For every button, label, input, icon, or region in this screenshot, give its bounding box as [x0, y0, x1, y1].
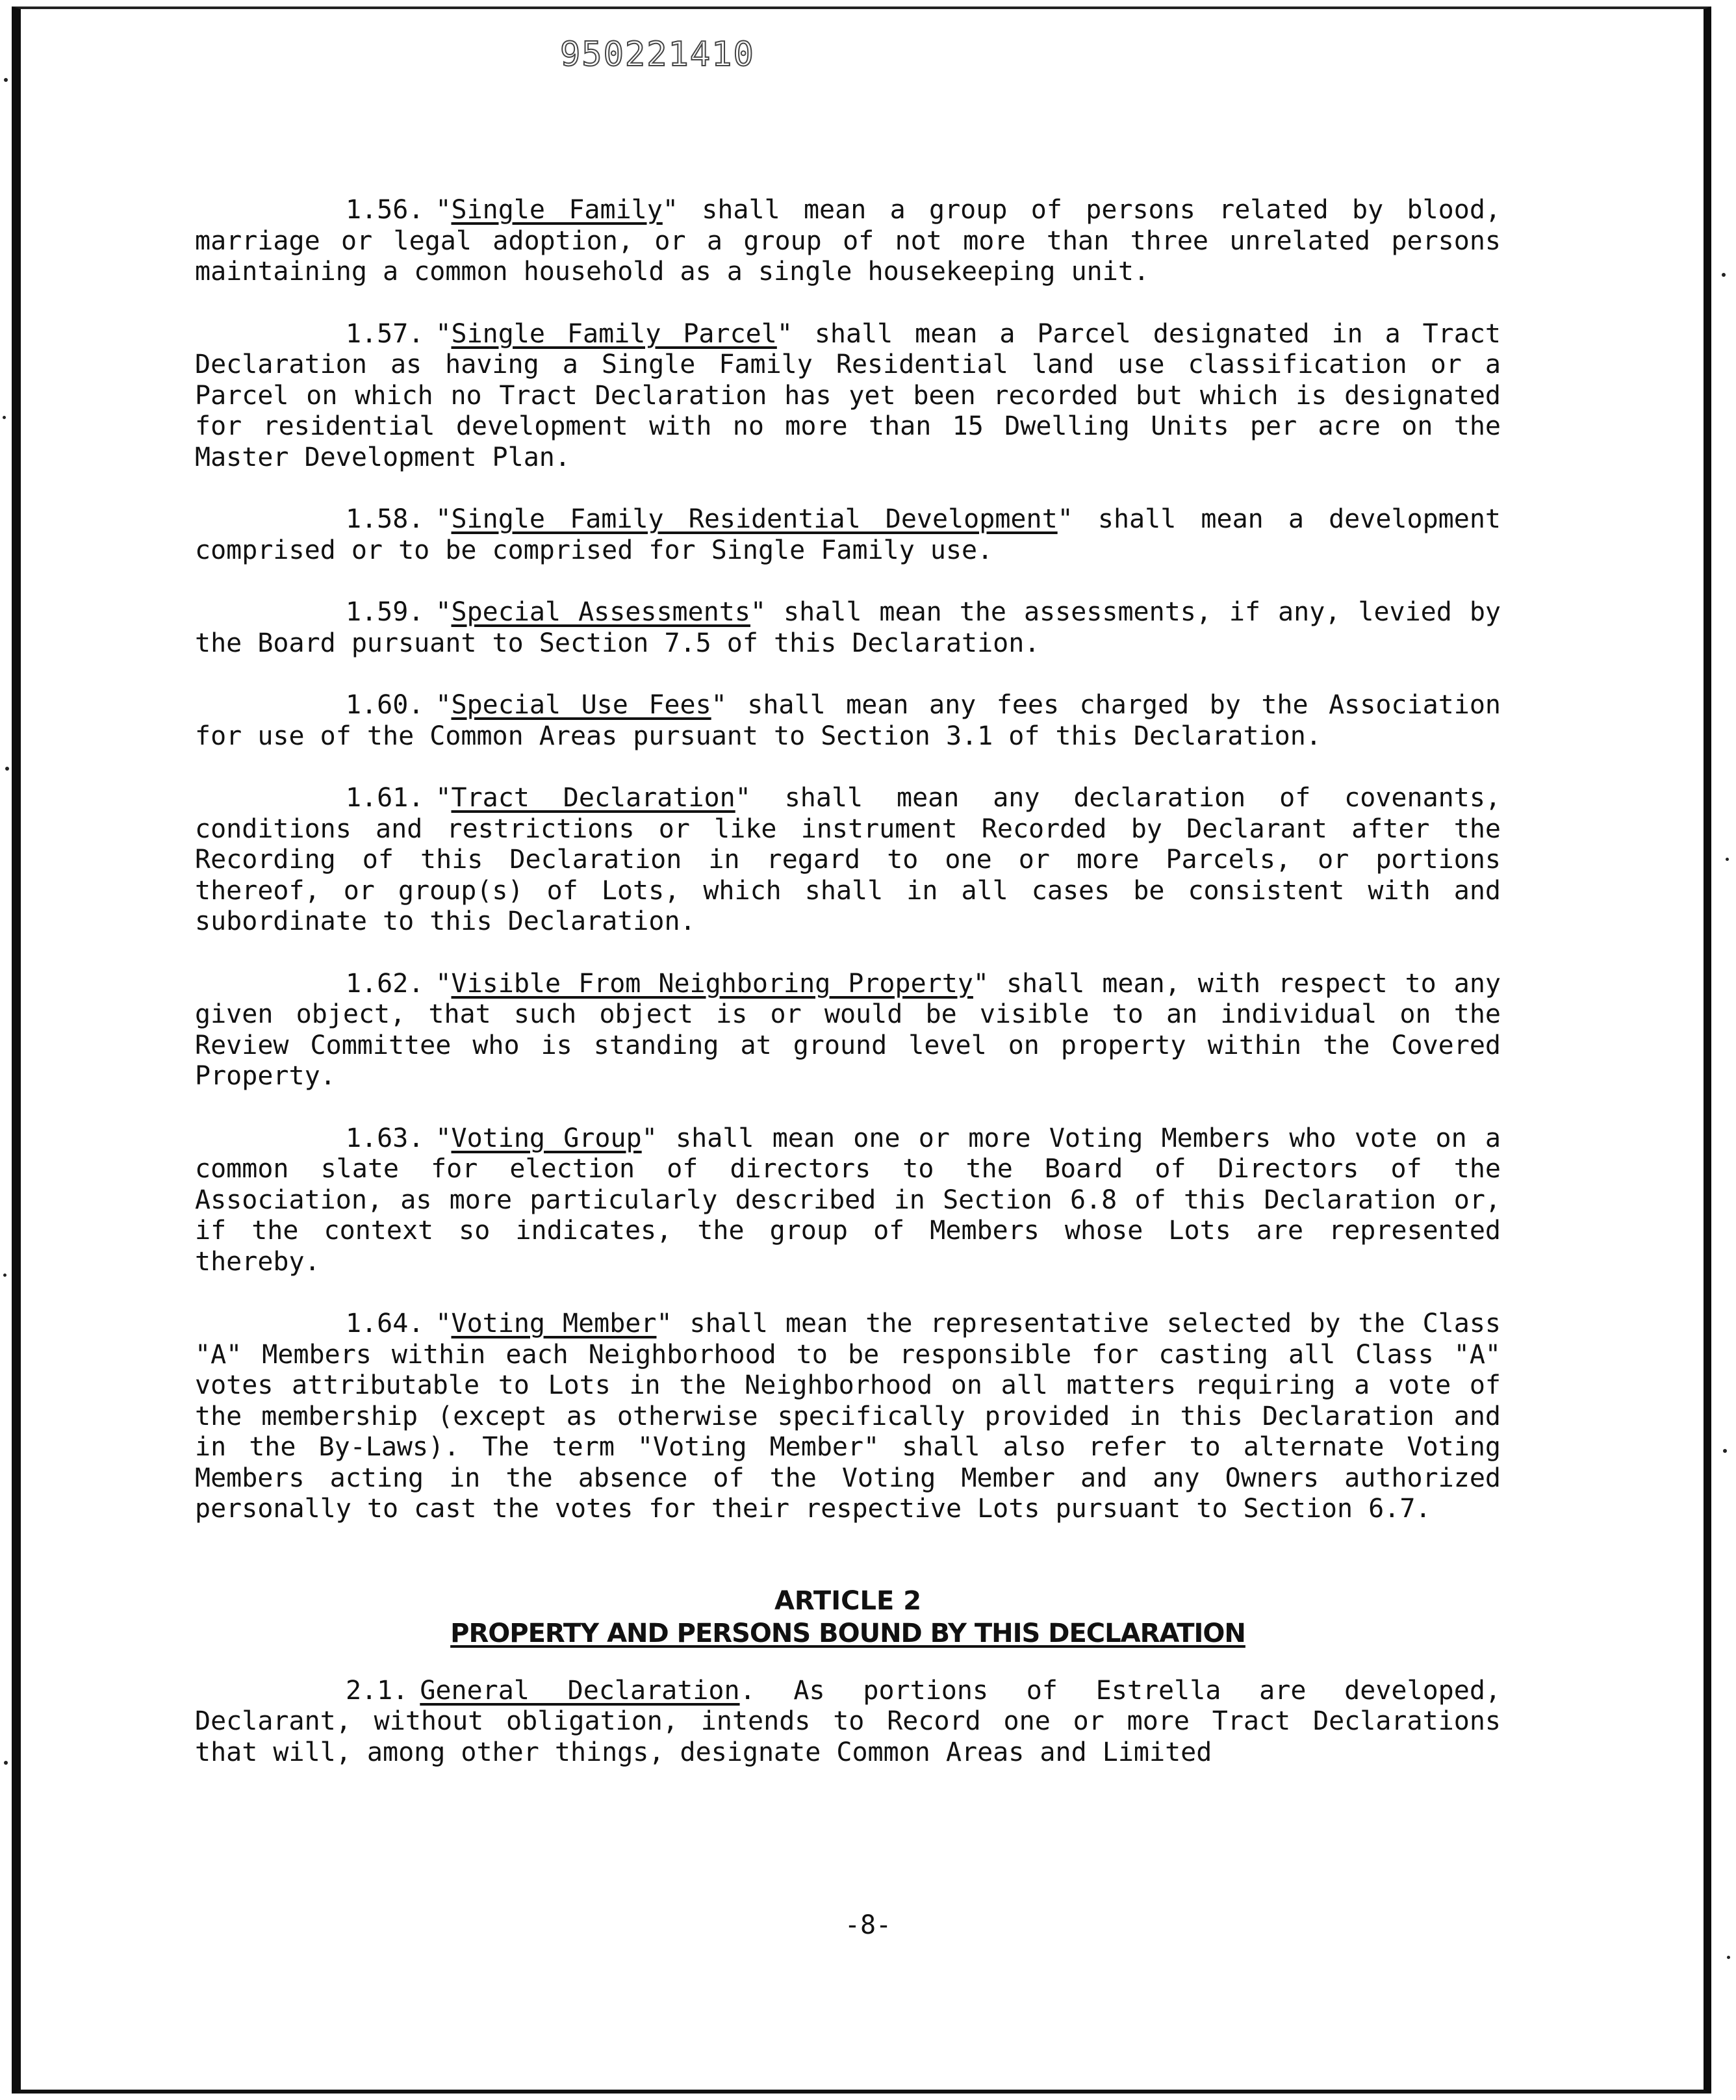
- definition-text: shall mean a Parcel designated in a Tract Declaration as having a Single Family Residential land use classification or a Parcel on which no Tract Declaration has yet been recorded but which is designated for residential development with no more than 15 Dwelling Units per acre on the Master Development Plan.: [195, 318, 1501, 472]
- defined-term: Single Family Residential Development: [451, 504, 1058, 534]
- defined-term: Tract Declaration: [451, 783, 735, 813]
- definition-text: shall mean a development comprised or to be comprised for Single Family use.: [195, 504, 1501, 565]
- article-heading: ARTICLE 2: [774, 1585, 922, 1616]
- definition-1-57: 1.57. "Single Family Parcel" shall mean a Parcel designated in a Tract Declaration as having a Single Family Residential land use classification or a Parcel on which no Tract Declaration has yet been recorded but which is designated for residential development with no more than 15 Dwelling Units per acre on the Master Development Plan.: [195, 318, 1501, 472]
- defined-term: Special Use Fees: [451, 690, 711, 720]
- defined-term: Single Family: [451, 195, 663, 225]
- section-number: 2.1.: [346, 1675, 409, 1706]
- definition-1-62: 1.62. "Visible From Neighboring Property" shall mean, with respect to any given object, that such object is or would be visible to an individual on the Review Committee who is standing at ground level on property within the Covered Property.: [195, 968, 1501, 1091]
- scan-speck: [4, 78, 8, 82]
- definition-1-60: 1.60. "Special Use Fees" shall mean any fees charged by the Association for use of the Common Areas pursuant to Section 3.1 of this Declaration.: [195, 690, 1501, 751]
- scan-speck: [4, 1761, 8, 1765]
- definition-number: 1.61.: [346, 783, 424, 813]
- definition-text: shall mean, with respect to any given object, that such object is or would be visible to an individual on the Review Committee who is standing at ground level on property within the Covered Property.: [195, 968, 1501, 1091]
- definition-number: 1.60.: [346, 690, 424, 720]
- definition-text: shall mean the assessments, if any, levied by the Board pursuant to Section 7.5 of this Declaration.: [195, 597, 1501, 658]
- article-title: PROPERTY AND PERSONS BOUND BY THIS DECLARATION: [450, 1618, 1245, 1648]
- definition-text: shall mean any declaration of covenants, conditions and restrictions or like instrument Recorded by Declarant after the Recording of this Declaration in regard to one or more Parcels, or portions thereof, or group(s) of Lots, which shall in all cases be consistent with and subordinate to this Declaration.: [195, 783, 1501, 936]
- scan-speck: [1727, 1956, 1730, 1959]
- definition-number: 1.64.: [346, 1309, 424, 1338]
- definition-1-61: 1.61. "Tract Declaration" shall mean any declaration of covenants, conditions and restrictions or like instrument Recorded by Declarant after the Recording of this Declaration in regard to one or more Parcels, or portions thereof, or group(s) of Lots, which shall in all cases be consistent with and subordinate to this Declaration.: [195, 783, 1501, 936]
- document-id-stamp: 950221410: [560, 35, 755, 74]
- section-term: General Declaration: [420, 1675, 740, 1706]
- definition-1-58: 1.58. "Single Family Residential Development" shall mean a development comprised or to be comprised for Single Family use.: [195, 504, 1501, 565]
- defined-term: Voting Member: [451, 1309, 657, 1338]
- document-body: [195, 195, 1501, 1768]
- definition-number: 1.58.: [346, 504, 424, 534]
- definition-1-63: 1.63. "Voting Group" shall mean one or more Voting Members who vote on a common slate for election of directors to the Board of Directors of the Association, as more particularly described in Section 6.8 of this Declaration or, if the context so indicates, the group of Members whose Lots are represented thereby.: [195, 1123, 1501, 1277]
- definition-text: shall mean one or more Voting Members who vote on a common slate for election of directors to the Board of Directors of the Association, as more particularly described in Section 6.8 of this Declaration or, if the context so indicates, the group of Members whose Lots are represented thereby.: [195, 1123, 1501, 1277]
- defined-term: Visible From Neighboring Property: [451, 968, 973, 999]
- article-heading-block: [195, 1585, 1501, 1650]
- definition-number: 1.62.: [346, 968, 424, 999]
- definition-text: shall mean the representative selected by the Class "A" Members within each Neighborhood to be responsible for casting all Class "A" votes attributable to Lots in the Neighborhood on all matters requiring a vote of the membership (except as otherwise specifically provided in this Declaration and in the By-Laws). The term "Voting Member" shall also refer to alternate Voting Members acting in the absence of the Voting Member and any Owners authorized personally to cast the votes for their respective Lots pursuant to Section 6.7.: [195, 1309, 1501, 1524]
- scan-speck: [3, 416, 6, 419]
- definition-number: 1.57.: [346, 318, 424, 349]
- section-2-1: [195, 1676, 1501, 1769]
- definition-number: 1.59.: [346, 597, 424, 627]
- definition-1-56: 1.56. "Single Family" shall mean a group of persons related by blood, marriage or legal adoption, or a group of not more than three unrelated persons maintaining a common household as a single housekeeping unit.: [195, 195, 1501, 287]
- scan-speck: [3, 1274, 6, 1277]
- defined-term: Voting Group: [451, 1123, 642, 1153]
- definition-1-59: 1.59. "Special Assessments" shall mean the assessments, if any, levied by the Board pursuant to Section 7.5 of this Declaration.: [195, 597, 1501, 658]
- definition-text: shall mean any fees charged by the Association for use of the Common Areas pursuant to Section 3.1 of this Declaration.: [195, 690, 1501, 751]
- defined-term: Special Assessments: [451, 597, 750, 627]
- scan-speck: [1723, 1449, 1727, 1453]
- page-number: -8-: [844, 1910, 892, 1940]
- definition-number: 1.63.: [346, 1123, 424, 1153]
- scan-speck: [1722, 273, 1726, 277]
- defined-term: Single Family Parcel: [451, 318, 777, 349]
- scan-speck: [5, 767, 9, 771]
- scan-speck: [1726, 858, 1729, 861]
- definition-text: shall mean a group of persons related by blood, marriage or legal adoption, or a group of not more than three unrelated persons maintaining a common household as a single housekeeping unit.: [195, 195, 1501, 287]
- definition-1-64: 1.64. "Voting Member" shall mean the representative selected by the Class "A" Members within each Neighborhood to be responsible for casting all Class "A" votes attributable to Lots in the Neighborhood on all matters requiring a vote of the membership (except as otherwise specifically provided in this Declaration and in the By-Laws). The term "Voting Member" shall also refer to alternate Voting Members acting in the absence of the Voting Member and any Owners authorized personally to cast the votes for their respective Lots pursuant to Section 6.7.: [195, 1309, 1501, 1524]
- definition-number: 1.56.: [346, 195, 424, 225]
- section-text: . As portions of Estrella are developed, Declarant, without obligation, intends to Record one or more Tract Declarations that will, among other things, designate Common Areas and Limited: [195, 1675, 1501, 1767]
